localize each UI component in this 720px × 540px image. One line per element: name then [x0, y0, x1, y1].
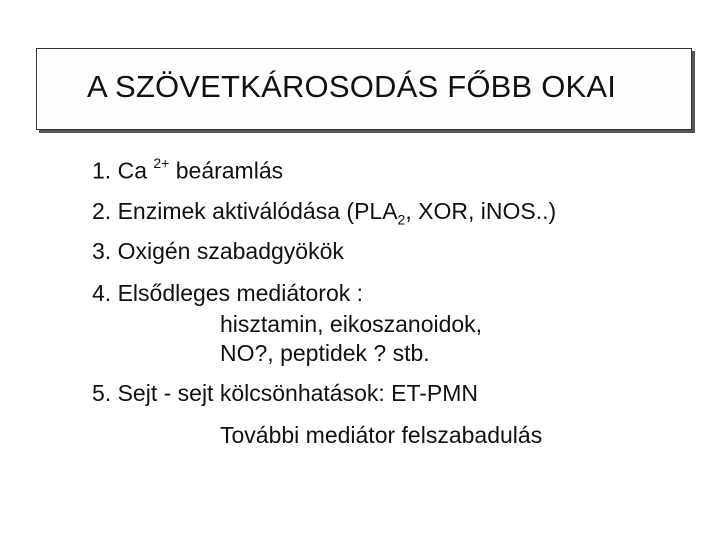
page-title: A SZÖVETKÁROSODÁS FŐBB OKAI — [87, 69, 617, 104]
list-item-5-sub-1: További mediátor felszabadulás — [220, 422, 543, 448]
list-item-4-sub-2: NO?, peptidek ? stb. — [220, 340, 430, 366]
item-text: Elsődleges mediátorok : — [117, 280, 364, 306]
list-item-2 — [92, 198, 556, 228]
list-item-5 — [92, 380, 478, 407]
item-text: , XOR, iNOS..) — [405, 198, 557, 224]
item-number: 2. — [92, 198, 112, 224]
item-number: 5. — [92, 380, 112, 406]
item-subscript: 2 — [397, 211, 406, 228]
list-item-4 — [92, 280, 363, 307]
item-text: Ca — [117, 157, 147, 184]
item-text: beáramlás — [175, 157, 284, 184]
item-superscript: 2+ — [153, 155, 170, 171]
item-number: 3. — [92, 238, 112, 264]
list-item-4-sub-1: hisztamin, eikoszanoidok, — [220, 311, 483, 337]
item-number: 1. — [92, 157, 112, 184]
item-number: 4. — [92, 280, 112, 306]
item-text: Sejt - sejt kölcsönhatások: ET-PMN — [117, 380, 479, 406]
title-box — [36, 48, 692, 130]
list-item-1 — [92, 157, 283, 185]
item-text: Enzimek aktiválódása (PLA — [117, 198, 398, 224]
list-item-3 — [92, 238, 344, 265]
item-text: Oxigén szabadgyökök — [117, 238, 344, 264]
